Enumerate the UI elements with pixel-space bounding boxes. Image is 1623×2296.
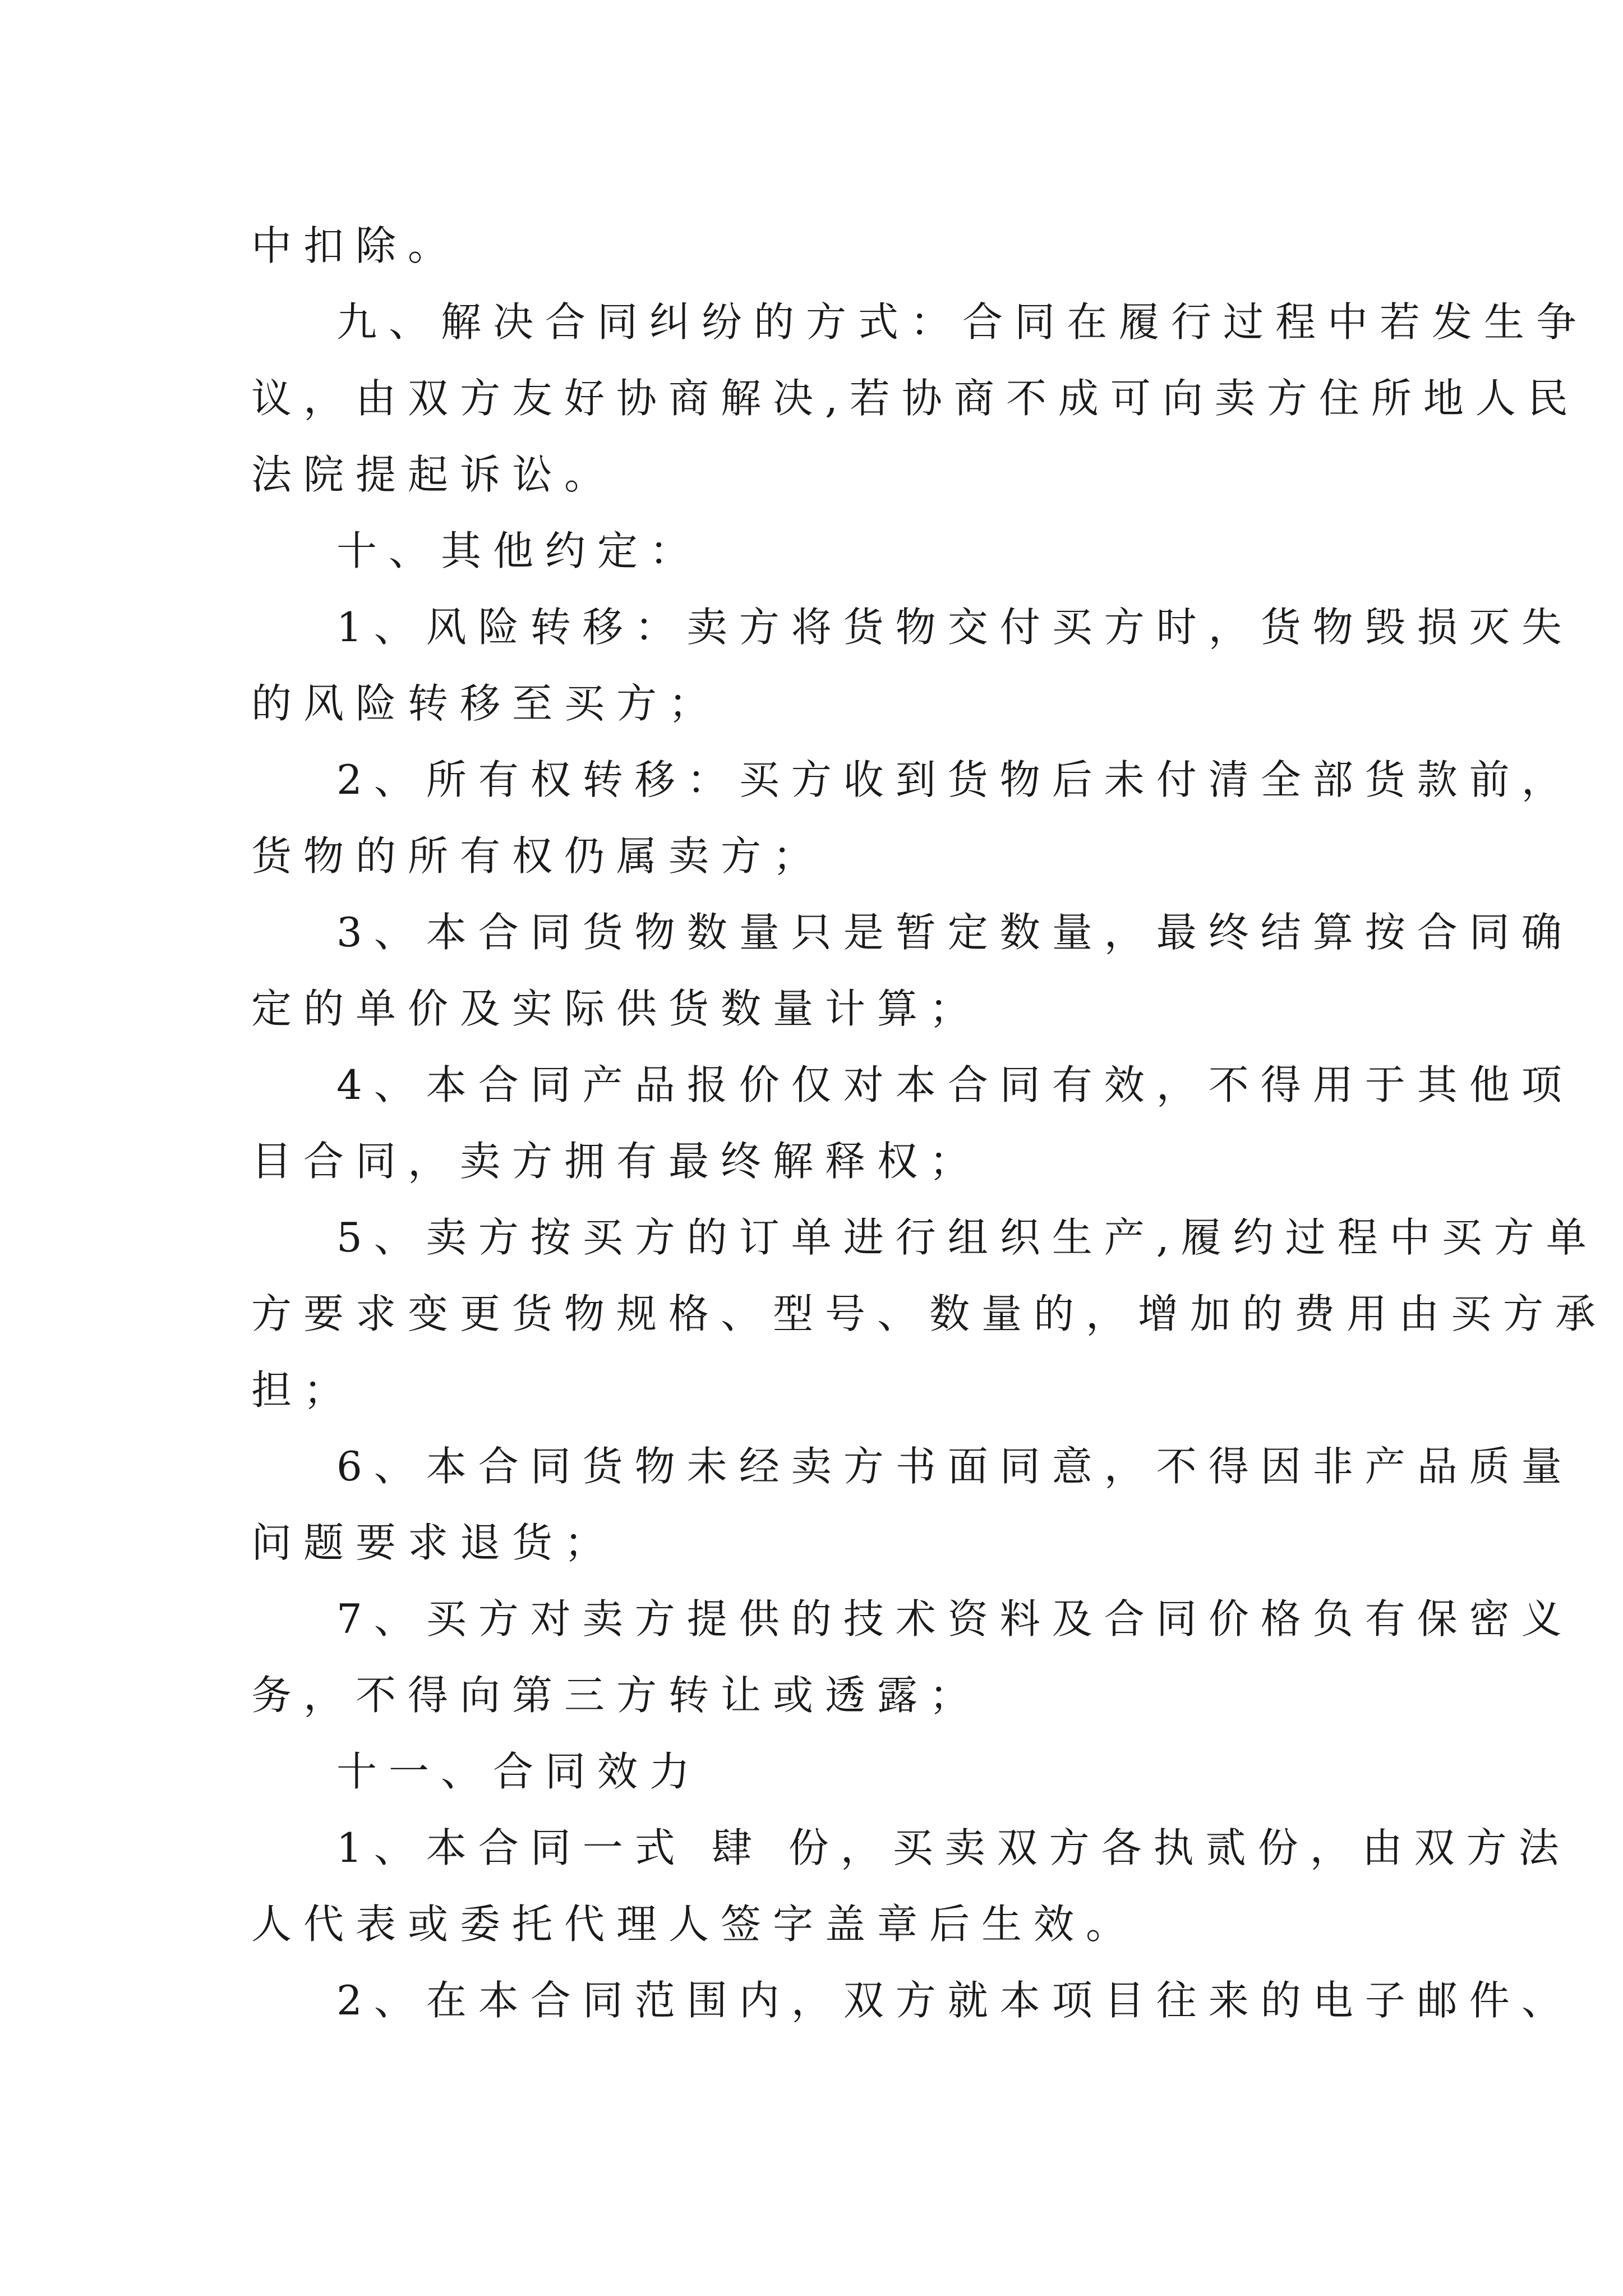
text-line-item-6: 6、本合同货物未经卖方书面同意，不得因非产品质量 [336, 1443, 1574, 1490]
text-line-item-2: 2、在本合同范围内，双方就本项目往来的电子邮件、 [336, 1977, 1574, 2024]
text-line-item-2: 2、所有权转移：买方收到货物后未付清全部货款前， [336, 756, 1574, 803]
text-line: 担； [251, 1366, 356, 1414]
contract-text-body [251, 208, 1608, 2039]
text-line: 目合同，卖方拥有最终解释权； [251, 1138, 982, 1185]
text-line-item-7: 7、买方对卖方提供的技术资料及合同价格负有保密义 [336, 1595, 1574, 1642]
text-line: 问题要求退货； [251, 1519, 617, 1566]
text-line: 法院提起诉讼。 [251, 451, 617, 498]
text-line-clause-10-heading: 十、其他约定： [336, 527, 702, 574]
text-line: 货物的所有权仍属卖方； [251, 832, 826, 880]
text-line-item-3: 3、本合同货物数量只是暂定数量，最终结算按合同确 [336, 909, 1574, 956]
text-line-item-4: 4、本合同产品报价仅对本合同有效，不得用于其他项 [336, 1061, 1574, 1108]
text-line: 人代表或委托代理人签字盖章后生效。 [251, 1901, 1138, 1948]
text-line: 议，由双方友好协商解决,若协商不成可向卖方住所地人民 [251, 375, 1580, 422]
text-line-item-5: 5、卖方按买方的订单进行组织生产,履约过程中买方单 [336, 1214, 1598, 1261]
text-line: 方要求变更货物规格、型号、数量的，增加的费用由买方承 [251, 1290, 1608, 1337]
text-line: 务，不得向第三方转让或透露； [251, 1672, 982, 1719]
text-line: 的风险转移至买方； [251, 680, 721, 727]
text-line-clause-11-heading: 十一、合同效力 [336, 1748, 702, 1795]
text-line-item-1: 1、本合同一式 肆 份，买卖双方各执贰份，由双方法 [336, 1824, 1571, 1871]
text-line: 定的单价及实际供货数量计算； [251, 985, 982, 1032]
text-line-clause-9: 九、解决合同纠纷的方式：合同在履行过程中若发生争 [336, 298, 1589, 346]
text-line-item-1: 1、风险转移：卖方将货物交付买方时，货物毁损灭失 [336, 604, 1574, 651]
text-line: 中扣除。 [251, 222, 460, 269]
